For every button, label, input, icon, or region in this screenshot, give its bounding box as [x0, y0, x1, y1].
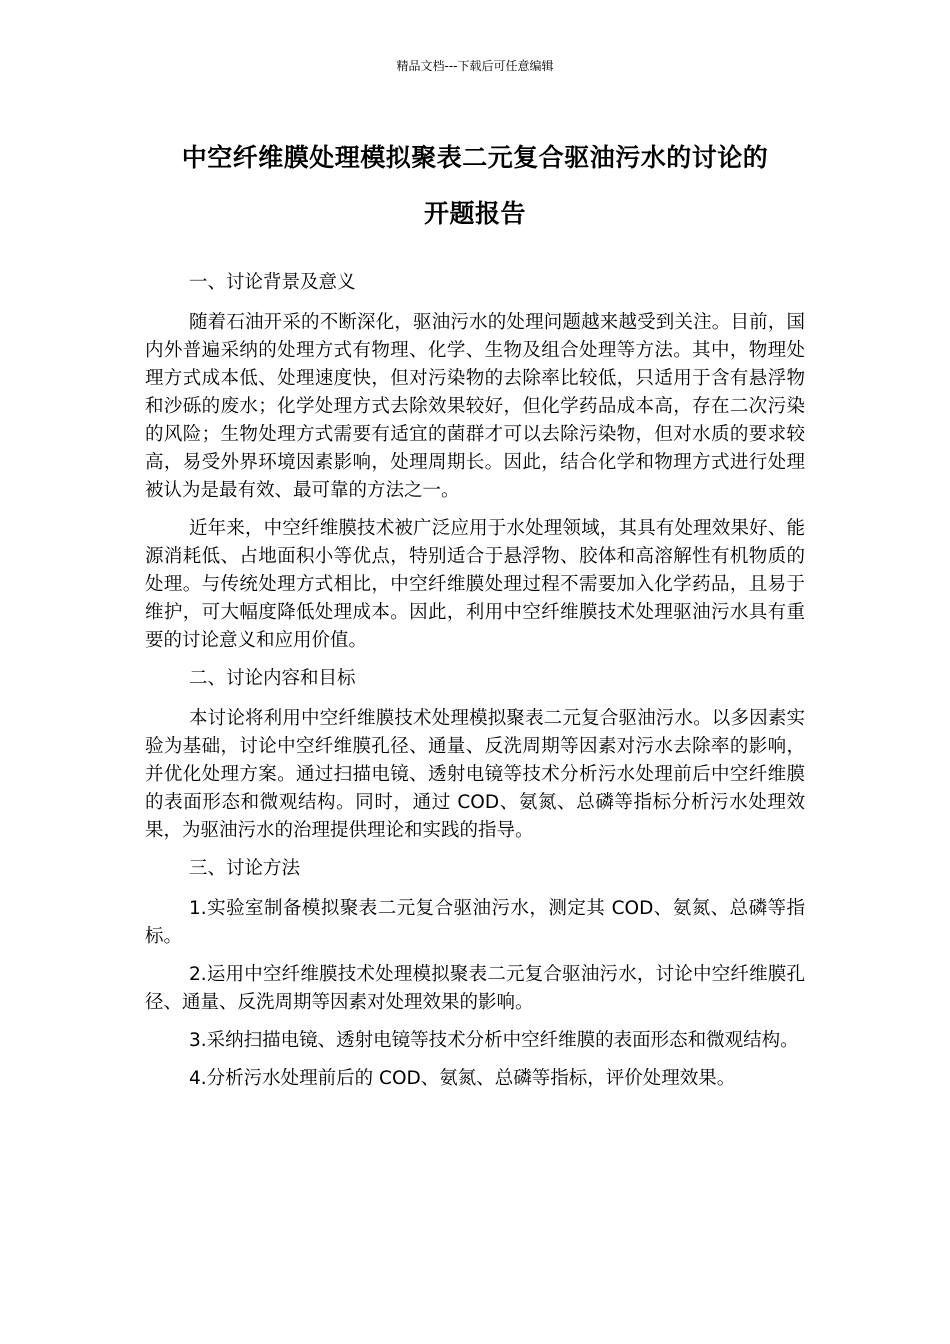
- method-item-3: 3.采纳扫描电镜、透射电镜等技术分析中空纤维膜的表面形态和微观结构。: [189, 1030, 799, 1051]
- method-item-4: 4.分析污水处理前后的 COD、氨氮、总磷等指标，评价处理效果。: [189, 1068, 736, 1089]
- method-item-1: 1.实验室制备模拟聚表二元复合驱油污水，测定其 COD、氨氮、总磷等指标。: [145, 898, 805, 947]
- paragraph-content: 本讨论将利用中空纤维膜技术处理模拟聚表二元复合驱油污水。以多因素实验为基础，讨论中空纤维膜孔径、通量、反洗周期等因素对污水去除率的影响，并优化处理方案。通过扫描电镜、透射电镜等技术分析污水处理前后中空纤维膜的表面形态和微观结构。同时，通过 COD、氨氮、总磷等指标分析污水处理效果，为驱油污水的治理提供理论和实践的指导。: [145, 708, 805, 841]
- title-line-2: 开题报告: [423, 199, 526, 228]
- paragraph-background-1: 随着石油开采的不断深化，驱油污水的处理问题越来越受到关注。目前，国内外普遍采纳的处理方式有物理、化学、生物及组合处理等方法。其中，物理处理方式成本低、处理速度快，但对污染物的去除率比较低，只适用于含有悬浮物和沙砾的废水；化学处理方式去除效果较好，但化学药品成本高，存在二次污染的风险；生物处理方式需要有适宜的菌群才可以去除污染物，但对水质的要求较高，易受外界环境因素影响，处理周期长。因此，结合化学和物理方式进行处理被认为是最有效、最可靠的方法之一。: [145, 312, 805, 501]
- method-item-2: 2.运用中空纤维膜技术处理模拟聚表二元复合驱油污水，讨论中空纤维膜孔径、通量、反洗周期等因素对处理效果的影响。: [145, 964, 805, 1013]
- section-heading-background: 一、讨论背景及意义: [189, 272, 356, 293]
- title-line-1: 中空纤维膜处理模拟聚表二元复合驱油污水的讨论的: [181, 143, 769, 172]
- document-title: [120, 130, 830, 242]
- section-heading-content: 二、讨论内容和目标: [189, 668, 356, 689]
- section-heading-methods: 三、讨论方法: [189, 858, 301, 879]
- document-body: [145, 269, 805, 1103]
- header-note: 精品文档---下载后可任意编辑: [396, 59, 554, 73]
- paragraph-background-2: 近年来，中空纤维膜技术被广泛应用于水处理领域，其具有处理效果好、能源消耗低、占地面积小等优点，特别适合于悬浮物、胶体和高溶解性有机物质的处理。与传统处理方式相比，中空纤维膜处理过程不需要加入化学药品，且易于维护，可大幅度降低处理成本。因此，利用中空纤维膜技术处理驱油污水具有重要的讨论意义和应用价值。: [145, 518, 805, 651]
